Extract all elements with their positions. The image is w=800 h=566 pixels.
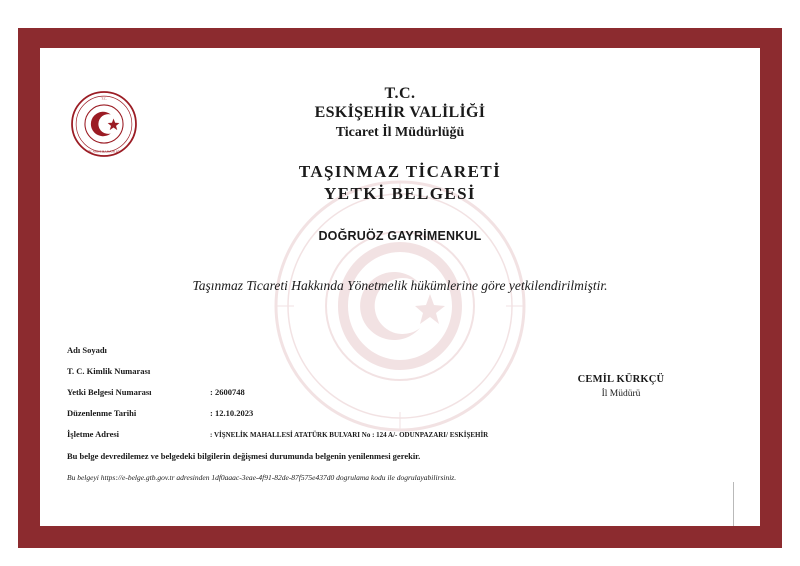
detail-value: : 12.10.2023 [210,408,254,418]
detail-label: T. C. Kimlik Numarası [67,366,151,376]
table-row [67,407,537,419]
table-row [67,365,537,377]
table-row [67,386,537,398]
verification-note: Bu belgeyi https://e-belge.gtb.gov.tr adresinden 1df0aaac-3eae-4f91-82de-87f575e437d0 dogrulama kodu ile dogrulayabilirsiniz. [67,473,457,482]
svg-text:T.C.: T.C. [101,96,107,101]
certificate-frame [18,28,782,548]
detail-label: Yetki Belgesi Numarası [67,387,152,397]
non-transferable-notice: Bu belge devredilemez ve belgedeki bilgilerin değişmesi durumunda belgenin yenilenmesi gerekir. [67,451,421,461]
company-name: DOĞRUÖZ GAYRİMENKUL [318,229,482,243]
detail-value: : VİŞNELİK MAHALLESİ ATATÜRK BULVARI No : 124 A/- ODUNPAZARI/ ESKİŞEHİR [210,431,489,439]
document-header [40,84,760,142]
detail-label: Düzenlenme Tarihi [67,408,137,418]
authorization-statement: Taşınmaz Ticareti Hakkında Yönetmelik hükümlerine göre yetkilendirilmiştir. [192,278,608,293]
table-row [67,428,537,441]
header-line-3: Ticaret İl Müdürlüğü [335,125,465,140]
header-line-1: T.C. [384,85,416,102]
details-table [67,344,537,450]
signatory-role: İl Müdürü [601,389,641,399]
detail-label: İşletme Adresi [67,429,120,439]
title-line-2: YETKİ BELGESİ [324,184,476,203]
header-line-2: ESKİŞEHİR VALİLİĞİ [314,104,486,121]
title-line-1: TAŞINMAZ TİCARETİ [298,162,502,181]
detail-value: : 2600748 [210,387,245,397]
document-title [40,161,760,205]
detail-label: Adı Soyadı [67,345,107,355]
signatory-name: CEMİL KÜRKÇÜ [577,374,665,385]
scan-hairline [733,482,734,526]
certificate-body [40,48,760,526]
signature-block [526,372,716,401]
table-row [67,344,537,356]
svg-text:TİCARET BAKANLIĞI: TİCARET BAKANLIĞI [87,149,121,154]
